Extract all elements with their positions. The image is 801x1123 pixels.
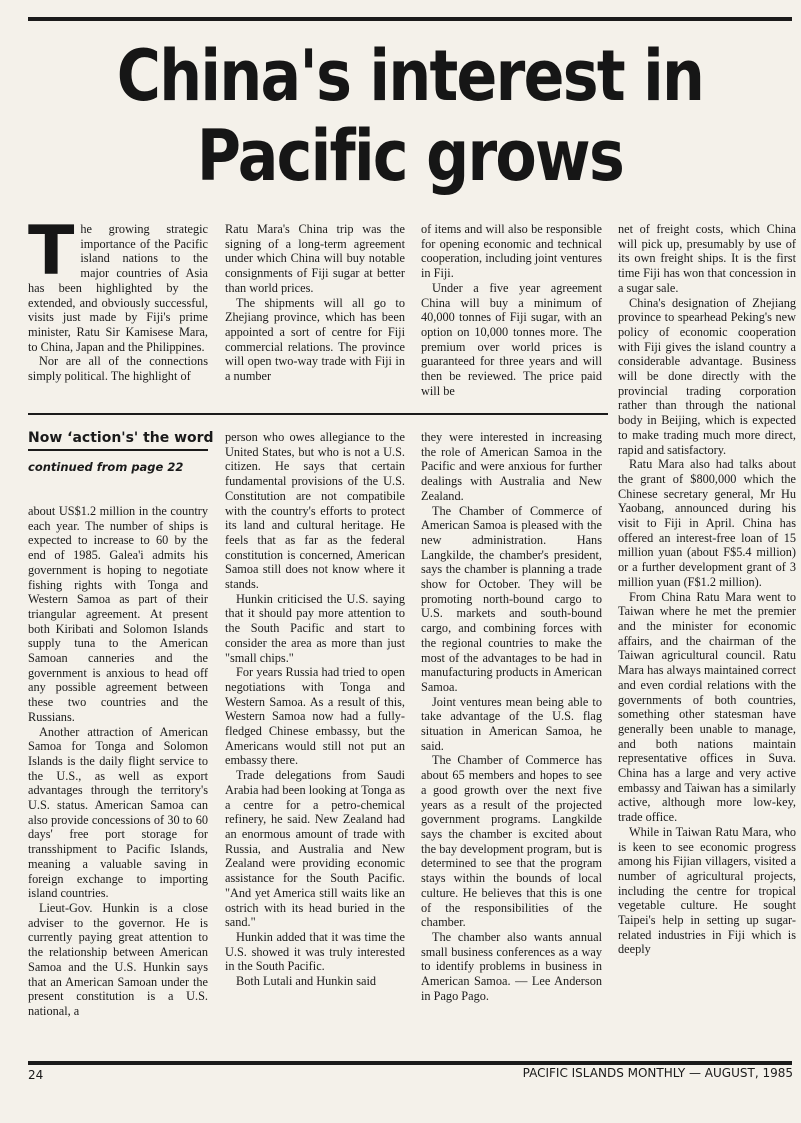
main-article-paragraph: net of freight costs, which China will pick up, presumably by use of its own freight ships. It is the first time Fiji has won that concession in a sugar sale. xyxy=(618,222,796,295)
headline xyxy=(83,36,737,196)
main-article-paragraph: While in Taiwan Ratu Mara, who is keen to see economic progress among his Fijian villagers, visited a number of agricultural projects, including the centre for tropical vegetable culture. He sought Taipei's help in setting up sugar-related industries in Fiji which is deeply xyxy=(618,824,796,957)
drop-cap: T xyxy=(28,212,75,291)
sidebar-paragraph: Both Lutali and Hunkin said xyxy=(236,974,377,989)
sidebar-paragraph: Lieut-Gov. Hunkin is a close adviser to the governor. He is currently paying great attention to the relationship between American Samoa and the U.S. Hunkin says that an American Samoan under the present constitution is a U.S. national, a xyxy=(28,900,208,1018)
main-article-paragraph: Ratu Mara's China trip was the signing of a long-term agreement under which China will buy notable consignments of Fiji sugar at better than world prices. xyxy=(225,222,405,295)
top-rule xyxy=(28,17,792,21)
sidebar-paragraph: they were interested in increasing the role of American Samoa in the Pacific and were anxious for further dealings with Australia and New Zealand. xyxy=(421,430,602,503)
headline-line-2: Pacific grows xyxy=(196,115,624,197)
main-article-paragraph: of items and will also be responsible for opening economic and technical cooperation, including joint ventures in Fiji. xyxy=(421,222,602,281)
main-article-paragraph: From China Ratu Mara went to Taiwan where he met the premier and the minister for economic affairs, and the chairman of the Taiwan agricultural council. Ratu Mara has always maintained correct and even cordial relations with the governments of both countries, something other statesman have generally been unable to manage, and both nations maintain representative offices in Suva. China has a large and very active embassy and Taiwan has a similarly active, although more low-key, trade office. xyxy=(618,589,796,825)
main-article-paragraph: Ratu Mara also had talks about the grant of $800,000 which the Chinese secretary general, Mr Hu Yaobang, announced during his visit to Fiji in April. China has offered an interest-free loan of 15 million yuan (about F$5.4 million) or a further development grant of 3 million yuan (F$1.2 million). xyxy=(618,457,796,589)
main-article-column-3 xyxy=(421,222,602,398)
main-article-paragraph: Nor are all of the connections simply political. The highlight of xyxy=(28,354,208,384)
sidebar-title: Now ‘action's' the word xyxy=(28,430,214,446)
sidebar-paragraph: Trade delegations from Saudi Arabia had been looking at Tonga as a centre for a petro-chemical refinery, he said. New Zealand had an enormous amount of trade with Russia, and Australia and New Zealand were providing economic assistance for the South Pacific. "And yet America still waits like an ostrich with its head buried in the sand." xyxy=(225,768,405,930)
sidebar-column-1 xyxy=(28,504,208,1019)
publication-line: PACIFIC ISLANDS MONTHLY — AUGUST, 1985 xyxy=(522,1066,793,1080)
bottom-rule xyxy=(28,1061,792,1065)
sidebar-continued-note: continued from page 22 xyxy=(28,460,184,474)
headline-line-1: China's interest in xyxy=(116,35,704,117)
main-article-column-1 xyxy=(28,212,208,384)
sidebar-column-2 xyxy=(225,430,405,989)
sidebar-paragraph: Hunkin added that it was time the U.S. showed it was truly interested in the South Pacific. xyxy=(225,929,405,974)
sidebar-title-rule xyxy=(28,449,208,451)
sidebar-paragraph: Hunkin criticised the U.S. saying that it should pay more attention to the South Pacific and start to consider the area as more than just "small chips." xyxy=(225,591,405,665)
page-number: 24 xyxy=(28,1068,44,1082)
section-divider-rule xyxy=(28,413,608,415)
sidebar-paragraph: Joint ventures mean being able to take advantage of the U.S. flag situation in American Samoa, he said. xyxy=(421,694,602,753)
main-article-column-2 xyxy=(225,222,405,384)
sidebar-paragraph: The Chamber of Commerce of American Samoa is pleased with the new administration. Hans Langkilde, the chamber's president, says the chamber is planning a trade show for October. They will be promoting north-bound cargo to U.S. markets and south-bound cargo, and combining forces with the regional countries to make the most of the advantages to be had in manufacturing products in American Samoa. xyxy=(421,503,602,694)
main-article-paragraph: China's designation of Zhejiang province to spearhead Peking's new policy of economic cooperation with Fiji gives the island country a considerable advantage. Business will be done directly with the provincial trading corporation rather than through the national body in Beijing, which is expected to make trading much more direct, rapid and satisfactory. xyxy=(618,295,796,457)
sidebar-paragraph: For years Russia had tried to open negotiations with Tonga and Western Samoa. As a result of this, Western Samoa now had a fully-fledged Chinese embassy, but the Americans would still not put an embassy there. xyxy=(225,665,405,768)
sidebar-paragraph: The chamber also wants annual small business conferences as a way to identify problems in business in American Samoa. — Lee Anderson in Pago Pago. xyxy=(421,929,602,1003)
main-article-paragraph: The growing strategic importance of the Pacific island nations to the major countries of Asia has been highlighted by the extended, and obviously successful, visits just made by Fiji's prime minister, Ratu Sir Kamisese Mara, to China, Japan and the Philippines. xyxy=(28,212,208,354)
sidebar-paragraph: The Chamber of Commerce has about 65 members and hopes to see a good growth over the next five years as a result of the projected government programs. Langkilde says the chamber is excited about the bay development program, but is determined to see that the program stays within the bounds of local culture. He believes that this is one of the responsibilities of the chamber. xyxy=(421,753,602,930)
main-article-paragraph: The shipments will all go to Zhejiang province, which has been appointed a sort of centre for Fiji commercial relations. The province will open two-way trade with Fiji in a number xyxy=(225,295,405,384)
sidebar-paragraph: about US$1.2 million in the country each year. The number of ships is expected to increase to 60 by the end of 1985. Galea'i admits his government is hoping to negotiate fishing rights with Tonga and Western Samoa as part of their triangular agreement. At present both Kiribati and Solomon Islands supply tuna to the American Samoan canneries and the government is anxious to head off any possible agreement between these two countries and the Russians. xyxy=(28,504,208,724)
main-article-paragraph: Under a five year agreement China will buy a minimum of 40,000 tonnes of Fiji sugar, with an option on 10,000 tonnes more. The premium over world prices is guaranteed for three years and will then be reviewed. The price paid will be xyxy=(421,280,602,398)
sidebar-paragraph: Another attraction of American Samoa for Tonga and Solomon Islands is the daily flight service to the U.S., as well as export advantages through the territory's U.S. status. American Samoa can also provide concessions of 30 to 60 days' free port storage for transshipment to Pacific Islands, meaning a valuable saving in foreign exchange to importing island countries. xyxy=(28,724,208,901)
main-article-column-4 xyxy=(618,222,796,957)
sidebar-column-3 xyxy=(421,430,602,1003)
sidebar-paragraph: person who owes allegiance to the United States, but who is not a U.S. citizen. He says that certain fundamental provisions of the U.S. Constitution are not compatibile with the country's efforts to protect its land and cultural heritage. He feels that as far as the federal constitution is concerned, American Samoa still does not know where it stands. xyxy=(225,430,405,592)
